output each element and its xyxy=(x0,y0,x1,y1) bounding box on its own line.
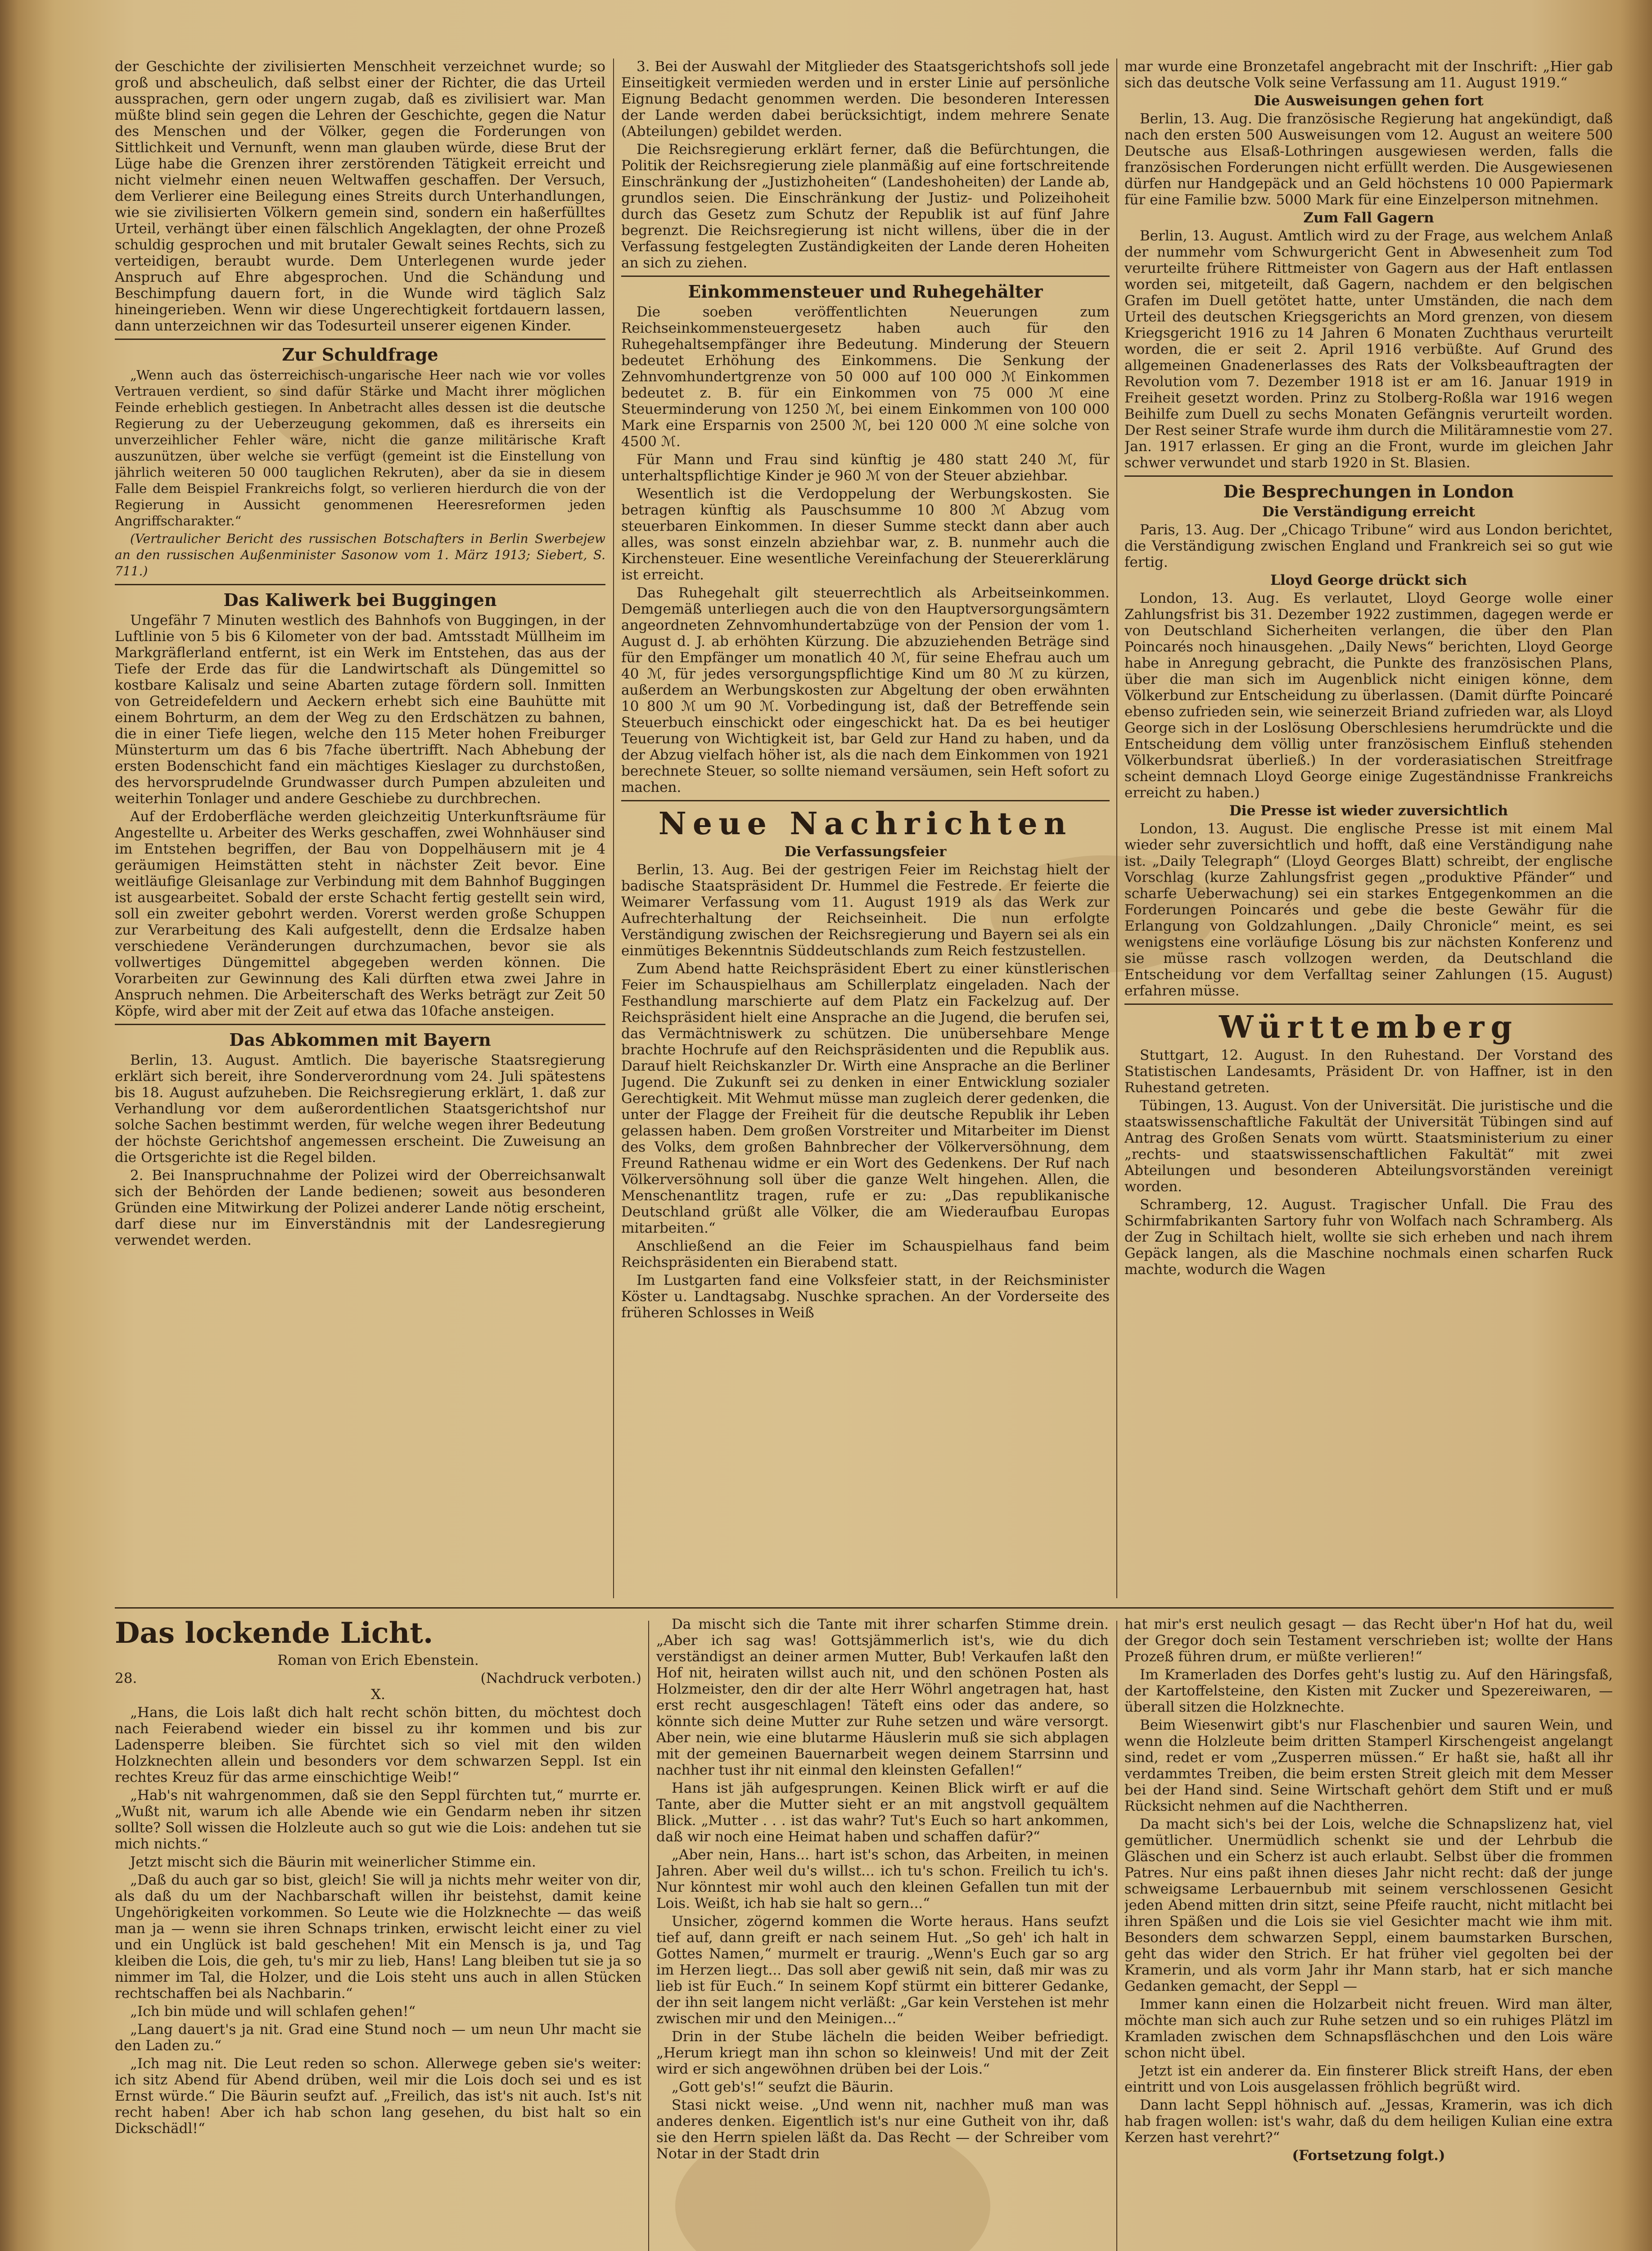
novel-text: Im Kramerladen des Dorfes geht's lustig zu. Auf den Häringsfaß, der Kartoffelsteine, den Kisten mit Zucker und Spezereiwaren, — überall sitzen die Holzknechte. xyxy=(1124,1667,1613,1715)
article-text: Ungefähr 7 Minuten westlich des Bahnhofs von Buggingen, in der Luftlinie von 5 bis 6 Kilometer von der bad. Amtsstadt Müllheim im Markgräflerland entfernt, ist ein Werk im Entstehen, das aus der Tiefe der Erde das für die Landwirtschaft als Düngemittel so kostbare Kalisalz und seine Abarten zutage fördern soll. Inmitten von Getreidefeldern und Aeckern erhebt sich eine Bauhütte mit einem Bohrturm, an dem der Weg zu den Erdschätzen zu bahnen, die in einer Tiefe liegen, welche den 115 Meter hohen Freiburger Münsterturm um das 6 bis 7fache übertrifft. Nach Abhebung der ersten Bodenschicht fand ein mächtiges Kieslager zu durchstoßen, des hervorsprudelnde Grundwasser durch Pumpen abzuleiten und weiterhin Tonlager und andere Geschiebe zu durchbrechen. xyxy=(115,612,605,807)
novel-text: „Aber nein, Hans... hart ist's schon, das Arbeiten, in meinen Jahren. Aber weil du's willst... ich tu's schon. Freilich tu ich's. Nur könntest mir wohl auch den kleinen Gefallen tun mit der Lois. Weißt, ich hab sie halt so gern...“ xyxy=(656,1847,1109,1912)
installment-number: 28. xyxy=(115,1670,137,1686)
novel-text: „Ich bin müde und will schlafen gehen!“ xyxy=(130,2003,416,2020)
article-text: Stuttgart, 12. August. In den Ruhestand. Der Vorstand des Statistischen Landesamts, Präsident Dr. von Haffner, ist in den Ruhestand getreten. xyxy=(1124,1047,1613,1096)
column-2 xyxy=(621,59,1110,1603)
continuation-notice: (Fortsetzung folgt.) xyxy=(1292,2147,1445,2164)
article-text: Die Reichsregierung erklärt ferner, daß die Befürchtungen, die Politik der Reichsregierung ziele planmäßig auf eine fortschreitende Einschränkung der „Justizhoheiten“ (Landeshoheiten) der Lande ab, grundlos seien. Die Einschränkung der Justiz- und Polizeihoheit durch das Gesetz zum Schutz der Republik ist auf fünf Jahre begrenzt. Die Reichsregierung ist nicht willens, über die in der Verfassung festgelegten Zuständigkeiten der Lande deren Hoheiten an sich zu ziehen. xyxy=(621,141,1110,271)
article-text: London, 13. August. Die englische Presse ist mit einem Mal wieder sehr zuversichtlich und hofft, daß eine Verständigung nahe ist. „Daily Telegraph“ (Lloyd Georges Blatt) schreibt, der englische Vorschlag (kurze Zahlungsfrist gegen „produktive Pfänder“ und scharfe Ueberwachung) sei ein starkes Entgegenkommen an die Forderungen Poincarés und gebe die beste Gewähr für die Erlangung von Goldzahlungen. „Daily Chronicle“ meint, es sei wenigstens eine vorläufige Lösung bis zur nächsten Konferenz und sie müsse rasch vollzogen werden, da Deutschland die Entscheidung vor dem Verfalltag seiner Zahlungen (15. August) erfahren müsse. xyxy=(1124,821,1613,999)
novel-text: Drin in der Stube lächeln die beiden Weiber befriedigt. „Herum kriegt man ihn schon so kleinweis! Und mit der Zeit wird er sich angewöhnen drüben bei der Lois.“ xyxy=(656,2029,1109,2077)
reprint-notice: (Nachdruck verboten.) xyxy=(480,1670,641,1686)
article-text: Zum Abend hatte Reichspräsident Ebert zu einer künstlerischen Feier im Schauspielhaus am Schillerplatz eingeladen. Nach der Festhandlung marschierte auf dem Platz ein Fackelzug auf. Der Reichspräsident hielt eine Ansprache an die Jugend, die berufen sei, das Vermächtniswerk zu schützen. Die unübersehbare Menge brachte Hochrufe auf den Reichspräsidenten und die Republik aus. Darauf hielt Reichskanzler Dr. Wirth eine Ansprache an die Berliner Jugend. Die Zukunft sei zu denken in einer Entwicklung sozialer Gerechtigkeit. Mit Wehmut müsse man zugleich derer gedenken, die unter der Flagge der Freiheit für die deutsche Republik ihr Leben gelassen haben. Dem großen Vorstreiter und Mitarbeiter im Dienst des Volks, dem großen Bahnbrecher der Völkerversöhnung, dem Freund Rathenau widme er ein Wort des Gedenkens. Der Ruf nach Völkerversöhnung soll über die ganze Welt hingehen. Allen, die Menschenantlitz tragen, rufe er zu: „Das republikanische Deutschland grüßt alle Völker, die am Wiederaufbau Europas mitarbeiten.“ xyxy=(621,961,1110,1236)
section-rule xyxy=(1124,1003,1613,1005)
novel-text: hat mir's erst neulich gesagt — das Recht über'n Hof hat du, weil der Gregor doch sein Testament verschrieben ist; wollte der Hans Prozeß führen drum, er müßte verlieren!“ xyxy=(1124,1616,1613,1665)
novel-text: „Daß du auch gar so bist, gleich! Sie will ja nichts mehr weiter von dir, als daß du um der Nachbarschaft willen ihr beistehst, damit keine Ungehörigkeiten vorkommen. So Leute wie die Holzknechte — das weiß man ja — wenn sie ihren Schnaps trinken, erwischt leicht einer zu viel und ein Unglück ist bald geschehen! Mit ein Mensch is ja, und Tag kleiben die Lois, die geh, tu's mir zu lieb, Hans! Lang bleiben tut sie ja so nimmer im Tal, die Holzer, und die Lois steht uns auch in allen Stücken rechtschaffen bei als Nachbarin.“ xyxy=(115,1872,641,2002)
novel-text: Da mischt sich die Tante mit ihrer scharfen Stimme drein. „Aber ich sag was! Gottsjämmerlich ist's, wie du dich verständigst an deiner armen Mutter, Bub! Verkaufen laßt den Hof nit, heiraten willst auch nit, und den schönen Posten als Holzmeister, den dir der alte Herr Wöhrl angetragen hat, hast erst recht ausgeschlagen! Täteft eins oder das andere, so könnte sich deine Mutter zur Ruhe setzen und wäre versorgt. Aber nein, wie eine blutarme Häuslerin muß sie sich abplagen mit der gemeinen Bauernarbeit wegen deinem Starrsinn und nachher tust ihr nit einmal den kleinsten Gefallen!“ xyxy=(656,1616,1109,1778)
article-text: der Geschichte der zivilisierten Menschheit verzeichnet wurde; so groß und abscheulich, daß selbst einer der Richter, die das Urteil aussprachen, gern oder ungern zugab, daß es zivilisiert war. Man müßte blind sein gegen die Lehren der Geschichte, gegen die Natur des Menschen und der Völker, gegen die Forderungen von Sittlichkeit und Vernunft, wenn man glauben würde, diese Brut der Lüge habe die Grenzen ihrer zerstörenden Tätigkeit erreicht und nicht vielmehr einen neuen Weltwaffen geschaffen. Der Versuch, dem Verlierer eine Beilegung eines Streits durch Unterhandlungen, wie sie zivilisierten Völkern gemein sind, sondern ein haßerfülltes Urteil, verhängt über einen fälschlich Angeklagten, der ohne Prozeß schuldig gesprochen und mit brutaler Gewalt seines Rechts, sich zu verteidigen, beraubt wurde. Dem Unterlegenen wurde jeder Anspruch auf Ehre abgesprochen. Und die Schändung und Beschimpfung dauern fort, in die Wunde wird täglich Salz hineingerieben. Wenn wir diese Ungerechtigkeit fortdauern lassen, dann unterzeichnen wir das Todesurteil unserer eigenen Kinder. xyxy=(115,59,605,334)
feuilleton-separator xyxy=(115,1607,1614,1609)
article-text: Berlin, 13. Aug. Die französische Regierung hat angekündigt, daß nach den ersten 500 Ausweisungen vom 12. August an weitere 500 Deutsche aus Elsaß-Lothringen ausgewiesen werden, falls die französischen Forderungen nicht erfüllt werden. Die Ausgewiesenen dürfen nur Handgepäck und an Geld höchstens 10 000 Papiermark für eine Familie bzw. 5000 Mark für eine Einzelperson mitnehmen. xyxy=(1124,111,1613,208)
article-text: Wesentlich ist die Verdoppelung der Werbungskosten. Sie betragen künftig als Pauschsumme 10 800 ℳ Abzug vom steuerbaren Einkommen. In dieser Summe steckt dann aber auch alles, was sonst einzeln abziehbar war, z. B. nunmehr auch die Kirchensteuer. Eine wesentliche Vereinfachung der Steuererklärung ist erreicht. xyxy=(621,486,1110,583)
novel-text: Jetzt mischt sich die Bäurin mit weinerlicher Stimme ein. xyxy=(130,1854,536,1870)
novel-text: Da macht sich's bei der Lois, welche die Schnapslizenz hat, viel gemütlicher. Unermüdlich schenkt sie und der Lehrbub die Gläschen und ein Scherz ist auch erlaubt. Selbst über die frommen Patres. Nur eins paßt ihnen dieses Jahr nicht recht: daß der junge schweigsame Lerbauernbub mit seinem verschlossenen Gesicht jeden Abend mitten drin sitzt, seine Pfeife raucht, nicht mitlacht bei ihren Späßen und die Lois sie viel Gesichter macht wie ihm mit. Besonders dem schwarzen Seppl, einem baumstarken Burschen, geht das wider den Strich. Er hat früher viel gegolten bei der Kramerin, und als vorm Jahr ihr Mann starb, hat er sich manche Gedanken gemacht, der Seppl — xyxy=(1124,1816,1613,1994)
column-3 xyxy=(1124,59,1613,1603)
subheadline: Die Verfassungsfeier xyxy=(784,844,947,860)
subheadline: Zum Fall Gagern xyxy=(1303,210,1434,226)
section-rule xyxy=(621,800,1110,801)
novel-text: „Ich mag nit. Die Leut reden so schon. Allerwege geben sie's weiter: ich sitz Abend für Abend drüben, weil mir die Lois doch sei und es ist Ernst würde.“ Die Bäurin seufzt auf. „Freilich, das ist's nit auch. Ist's nit recht haben! Aber ich hab schon lang gesehen, du bist halt so ein Dickschädl!“ xyxy=(115,2056,641,2137)
headline-schuldfrage: Zur Schuldfrage xyxy=(282,344,438,365)
novel-text: Jetzt ist ein anderer da. Ein finsterer Blick streift Hans, der eben eintritt und von Lois ausgelassen fröhlich begrüßt wird. xyxy=(1124,2063,1613,2095)
subheadline: Die Ausweisungen gehen fort xyxy=(1254,93,1484,109)
column-rule xyxy=(648,1621,649,2251)
chapter-number: X. xyxy=(371,1686,385,1703)
article-text: Schramberg, 12. August. Tragischer Unfall. Die Frau des Schirmfabrikanten Sartory fuhr von Wolfach nach Schramberg. Als der Zug in Schiltach hielt, wollte sie sich erheben und nach ihrem Gepäck langen, als die Maschine nochmals einen scharfen Ruck machte, wodurch die Wagen xyxy=(1124,1197,1613,1278)
novel-text: Dann lacht Seppl höhnisch auf. „Jessas, Kramerin, was ich dich hab fragen wollen: ist's wahr, daß du dem heiligen Kulian eine extra Kerzen hast verehrt?“ xyxy=(1124,2097,1613,2146)
article-text: Berlin, 13. August. Amtlich. Die bayerische Staatsregierung erklärt sich bereit, ihre Sonderverordnung vom 24. Juli spätestens bis 18. August aufzuheben. Die Reichsregierung erklärt, 1. daß zur Verhandlung vor dem außerordentlichen Staatsgerichtshof nur solche Sachen bestimmt werden, für welche wegen ihrer Bedeutung der höchste Gerichtshof angemessen erscheint. Die Zuweisung an die Ortsgerichte ist die Regel bilden. xyxy=(115,1052,605,1166)
article-text: mar wurde eine Bronzetafel angebracht mit der Inschrift: „Hier gab sich das deutsche Volk seine Verfassung am 11. August 1919.“ xyxy=(1124,59,1613,91)
article-text: Berlin, 13. August. Amtlich wird zu der Frage, aus welchem Anlaß der nummehr vom Schwurgericht Gent in Abwesenheit zum Tod verurteilte frühere Rittmeister von Gagern aus der Haft entlassen worden sei, mitgeteilt, daß Gagern, nachdem er den belgischen Grafen im Duell getötet hatte, unter Umständen, die nach dem Urteil des deutschen Kriegsgerichts an Mord grenzen, von diesem Kriegsgericht 1916 zu 14 Jahren 6 Monaten Zuchthaus verurteilt worden, die er seit 2. April 1916 verbüßte. Auf Grund des allgemeinen Gnadenerlasses des Rats der Volksbeauftragten der Revolution vom 7. Dezember 1918 ist er am 16. Januar 1919 in Freiheit gesetzt worden. Prinz zu Stolberg-Roßla war 1916 wegen Beihilfe zum Duell zu sechs Monaten Gefängnis verurteilt worden. Der Rest seiner Strafe wurde ihm durch die Militäramnestie vom 27. Jan. 1917 erlassen. Er ging an die Front, wurde im gleichen Jahr schwer verwundet und starb 1920 in St. Blasien. xyxy=(1124,228,1613,471)
novel-text: „Gott geb's!“ seufzt die Bäurin. xyxy=(672,2079,894,2095)
novel-text: „Lang dauert's ja nit. Grad eine Stund noch — um neun Uhr macht sie den Laden zu.“ xyxy=(115,2021,641,2054)
article-text: Tübingen, 13. August. Von der Universität. Die juristische und die staatswissenschaftliche Fakultät der Universität Tübingen sind auf Antrag des Großen Senats vom württ. Staatsministerium zu einer „rechts- und staatswissenschaftlichen Fakultät“ mit zwei Abteilungen und besonderen Abteilungsvorständen vereinigt worden. xyxy=(1124,1098,1613,1195)
article-rule xyxy=(1124,475,1613,477)
headline-london: Die Besprechungen in London xyxy=(1223,481,1514,502)
article-text: Anschließend an die Feier im Schauspielhaus fand beim Reichspräsidenten ein Bierabend statt. xyxy=(621,1238,1110,1270)
article-text: London, 13. Aug. Es verlautet, Lloyd George wolle einer Zahlungsfrist bis 31. Dezember 1922 zustimmen, dagegen werde er von Deutschland Sicherheiten verlangen, die über den Plan Poincarés noch hinausgehen. „Daily News“ berichten, Lloyd George habe in Anregung gebracht, die Punkte des französischen Plans, über die man sich im Augenblick nicht einigen könne, dem Völkerbund zur Entscheidung zu überlassen. (Damit dürfte Poincaré ebenso zufrieden sein, wie seinerzeit Briand zufrieden war, als Lloyd George sich in der Loslösung Oberschlesiens herumdrückte und die Entscheidung dem völlig unter französischem Einfluß stehenden Völkerbundsrat überließ.) In der vorderasiatischen Streitfrage scheint demnach Lloyd George einige Zugeständnisse Frankreichs erreicht zu haben.) xyxy=(1124,590,1613,801)
novel-text: „Hab's nit wahrgenommen, daß sie den Seppl fürchten tut,“ murrte er. „Wußt nit, warum ich alle Abende wie ein Gendarm neben ihr sitzen sollte? Soll wissen die Holzleute auch so gut wie die Lois: andehen tut sie mich nichts.“ xyxy=(115,1787,641,1852)
novel-text: „Hans, die Lois laßt dich halt recht schön bitten, du möchtest doch nach Feierabend wieder ein bissel zu ihr kommen und bis zur Ladensperre bleiben. Sie fürchtet sich so viel mit den wilden Holzknechten allein und besonders vor dem schwarzen Seppl. Ist ein rechtes Kreuz für das arme einschichtige Weib!“ xyxy=(115,1704,641,1785)
article-text: Paris, 13. Aug. Der „Chicago Tribune“ wird aus London berichtet, die Verständigung zwischen England und Frankreich sei so gut wie fertig. xyxy=(1124,522,1613,570)
column-rule xyxy=(1116,59,1117,1598)
article-text: Berlin, 13. Aug. Bei der gestrigen Feier im Reichstag hielt der badische Staatspräsident Dr. Hummel die Festrede. Er feierte die Weimarer Verfassung vom 11. August 1919 als das Werk zur Aufrechterhaltung der Reichseinheit. Die nun erfolgte Verständigung zwischen der Reichsregierung und Bayern sei als ein einmütiges Bekenntnis Süddeutschlands zum Reich festzustellen. xyxy=(621,862,1110,959)
novel-title: Das lockende Licht. xyxy=(115,1616,433,1650)
novel-column-3 xyxy=(1124,1616,1613,2251)
article-rule xyxy=(115,339,605,340)
article-text: Das Ruhegehalt gilt steuerrechtlich als Arbeitseinkommen. Demgemäß unterliegen auch die von den Hauptversorgungsämtern angeordneten Zehnvomhundertabzüge von der Pension der vom 1. August d. J. ab erhöhten Kürzung. Die abzuziehenden Beträge sind für den Empfänger um monatlich 40 ℳ, für seine Ehefrau auch um 40 ℳ, für jedes versorgungspflichtige Kind um 80 ℳ zu kürzen, außerdem an Werbungskosten zur Abgeltung der oben erwähnten 10 800 ℳ um 90 ℳ. Vorbedingung ist, daß der Betreffende sein Steuerbuch einschickt oder eingeschickt hat. Da es bei heutiger Teuerung von Wichtigkeit ist, bar Geld zur Hand zu haben, und da der Abzug vielfach höher ist, als die nach dem Einkommen von 1921 berechnete Steuer, so sollte niemand versäumen, sein Heft sofort zu machen. xyxy=(621,585,1110,796)
novel-text: Stasi nickt weise. „Und wenn nit, nachher muß man was anderes denken. Eigentlich ist's nur eine Gutheit von ihr, daß sie den Herrn spielen läßt da. Das Recht — der Schreiber vom Notar in der Stadt drin xyxy=(656,2097,1109,2162)
column-rule xyxy=(613,59,614,1598)
column-rule xyxy=(1116,1621,1117,2251)
article-text: Die soeben veröffentlichten Neuerungen zum Reichseinkommensteuergesetz haben auch für den Ruhegehaltsempfänger ihre Bedeutung. Minderung der Steuern bedeutet Erhöhung des Einkommens. Die Senkung der Zehnvomhundertgrenze von 50 000 auf 100 000 ℳ Einkommen bedeutet z. B. für ein Einkommen von 75 000 ℳ eine Steuerminderung von 1250 ℳ, bei einem Einkommen von 100 000 Mark eine Ersparnis von 2500 ℳ, bei 120 000 ℳ eine solche von 4500 ℳ. xyxy=(621,304,1110,450)
article-rule xyxy=(115,584,605,585)
section-title-neue-nachrichten: Neue Nachrichten xyxy=(658,806,1073,842)
novel-column-1 xyxy=(115,1616,641,2251)
subheadline: Die Presse ist wieder zuversichtlich xyxy=(1229,803,1508,819)
subheadline: Die Verständigung erreicht xyxy=(1262,504,1476,520)
article-text: Für Mann und Frau sind künftig je 480 statt 240 ℳ, für unterhaltspflichtige Kinder je 960 ℳ von der Steuer abziehbar. xyxy=(621,452,1110,484)
column-1 xyxy=(115,59,605,1603)
novel-column-2 xyxy=(656,1616,1109,2251)
novel-meta xyxy=(115,1670,641,1686)
novel-text: Unsicher, zögernd kommen die Worte heraus. Hans seufzt tief auf, dann greift er nach seinem Hut. „So geh' ich halt in Gottes Namen,“ murmelt er traurig. „Wenn's Euch gar so arg im Herzen liegt... Das soll aber gewiß nit sein, daß mir was zu lieb ist für Euch.“ In seinem Kopf stürmt ein bitterer Gedanke, der ihn seit langem nicht verläßt: „Gar kein Verstehen ist mehr zwischen mir und den Meinigen...“ xyxy=(656,1913,1109,2027)
article-text: 2. Bei Inanspruchnahme der Polizei wird der Oberreichsanwalt sich der Behörden der Lande bedienen; soweit aus besonderen Gründen eine Mitwirkung der Polizei anderer Lande nötig erscheint, darf diese nur im Einverständnis mit der Landesregierung verwendet werden. xyxy=(115,1167,605,1248)
article-rule xyxy=(621,276,1110,277)
article-rule xyxy=(115,1024,605,1025)
article-text: Im Lustgarten fand eine Volksfeier statt, in der Reichsminister Köster u. Landtagsabg. Nuschke sprachen. An der Vorderseite des früheren Schlosses in Weiß xyxy=(621,1272,1110,1321)
article-text: Auf der Erdoberfläche werden gleichzeitig Unterkunftsräume für Angestellte u. Arbeiter des Werks geschaffen, zwei Wohnhäuser sind im Entstehen begriffen, der Bau von Doppelhäusern mit je 4 geräumigen Heimstätten steht in nächster Zeit bevor. Eine weitläufige Gleisanlage zur Verbindung mit dem Bahnhof Buggingen ist ausgearbeitet. Sobald der erste Schacht fertig gestellt sein wird, soll ein zweiter gebohrt werden. Vorerst werden große Schuppen zur Verarbeitung des Kali aufgestellt, denn die Erdsalze haben verschiedene Veränderungen durchzumachen, bevor sie als vollwertiges Düngemittel abgegeben werden können. Die Vorarbeiten zur Gewinnung des Kali dürften etwa zwei Jahre in Anspruch nehmen. Die Arbeiterschaft des Werks beträgt zur Zeit 50 Köpfe, wird aber mit der Zeit auf etwa das 10fache ansteigen. xyxy=(115,809,605,1019)
subheadline: Lloyd George drückt sich xyxy=(1270,572,1467,588)
novel-text: Hans ist jäh aufgesprungen. Keinen Blick wirft er auf die Tante, aber die Mutter sieht er an mit angstvoll gequältem Blick. „Mutter . . . ist das wahr? Tut's Euch so hart ankommen, daß wir noch eine Heimat haben und schaffen dafür?“ xyxy=(656,1780,1109,1845)
quote-text: „Wenn auch das österreichisch-ungarische Heer nach wie vor volles Vertrauen verdient, so sind dafür Stärke und Macht ihrer möglichen Feinde erheblich gestiegen. In Anbetracht alles dessen ist die deutsche Regierung zu der Ueberzeugung gekommen, daß es ihrerseits ein unverzeihlicher Fehler wäre, nicht die ganze militärische Kraft auszunützen, über welche sie verfügt (gemeint ist die Einstellung von jährlich weiteren 50 000 tauglichen Rekruten), aber da sie in diesem Falle dem Beispiel Frankreichs folgt, so verlieren hierdurch die von der Regierung in Aussicht genommenen Heeresreformen jeden Angriffscharakter.“ xyxy=(115,367,605,529)
novel-text: Immer kann einen die Holzarbeit nicht freuen. Wird man älter, möchte man sich auch zur Ruhe setzen und so ein ruhiges Plätzl im Kramladen zwischen dem Schnapsfläschchen und den Lois wäre schon nicht übel. xyxy=(1124,1996,1613,2061)
headline-bayern: Das Abkommen mit Bayern xyxy=(229,1030,491,1050)
headline-einkommensteuer: Einkommensteuer und Ruhegehälter xyxy=(688,281,1043,302)
headline-kaliwerk: Das Kaliwerk bei Buggingen xyxy=(223,590,497,610)
article-text: 3. Bei der Auswahl der Mitglieder des Staatsgerichtshofs soll jede Einseitigkeit vermieden werden und in erster Linie auf persönliche Eignung Bedacht genommen werden. Die besonderen Interessen der Lande werden dabei berücksichtigt, indem mehrere Senate (Abteilungen) gebildet werden. xyxy=(621,59,1110,140)
quote-citation: (Vertraulicher Bericht des russischen Botschafters in Berlin Swerbejew an den russischen Außenminister Sasonow vom 1. März 1913; Siebert, S. 711.) xyxy=(115,531,605,579)
novel-text: Beim Wiesenwirt gibt's nur Flaschenbier und sauren Wein, und wenn die Holzleute beim dritten Stamperl Kirschengeist angelangt sind, redet er vom „Zusperren müssen.“ Er haßt sie, haßt all ihr verdammtes Treiben, die beim ersten Streit gleich mit dem Messer bei der Hand sind. Seine Wirtschaft gehört dem Stift und er muß Rücksicht nehmen auf die Nachtherren. xyxy=(1124,1717,1613,1814)
novel-author: Roman von Erich Ebenstein. xyxy=(277,1652,479,1668)
section-title-wuerttemberg: Württemberg xyxy=(1219,1009,1519,1045)
